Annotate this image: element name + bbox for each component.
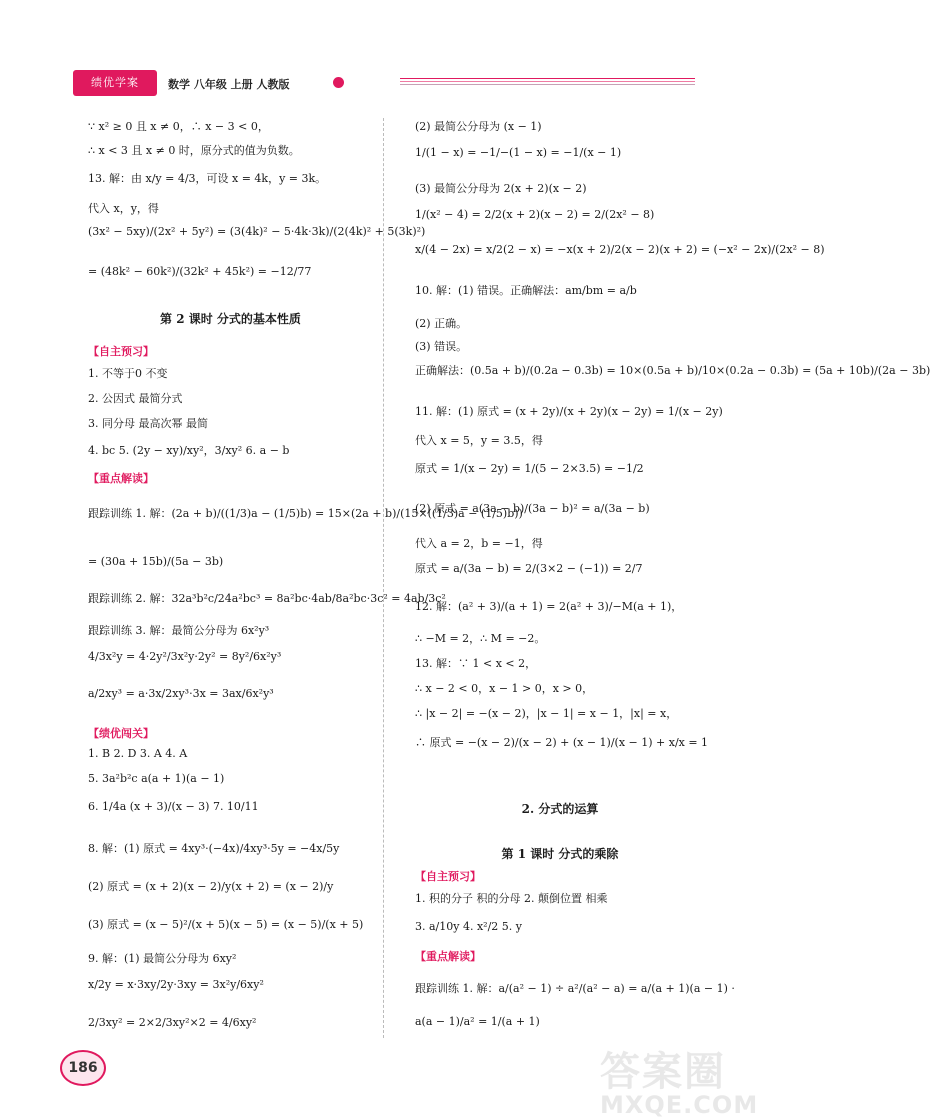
- answer-line: 原式 = a/(3a − b) = 2/(3×2 − (−1)) = 2/7: [415, 562, 643, 575]
- section-heading: 第 1 课时 分式的乘除: [501, 847, 619, 861]
- series-title: 数学 八年级 上册 人教版: [168, 78, 290, 91]
- answer-line: 跟踪训练 1. 解：a/(a² − 1) ÷ a²/(a² − a) = a/(a + 1)(a − 1) ·: [415, 982, 735, 995]
- subsection-label: 【绩优闯关】: [88, 727, 154, 740]
- answer-line: 跟踪训练 3. 解：最简公分母为 6x²y³: [88, 624, 270, 637]
- answer-line: 1/(1 − x) = −1/−(1 − x) = −1/(x − 1): [415, 146, 622, 159]
- answer-line: 1. B 2. D 3. A 4. A: [88, 747, 188, 760]
- answer-line: 1. 不等于0 不变: [88, 367, 168, 380]
- answer-line: 11. 解：(1) 原式 = (x + 2y)/(x + 2y)(x − 2y) = 1/(x − 2y): [415, 405, 723, 418]
- answer-line: 12. 解：(a² + 3)/(a + 1) = 2(a² + 3)/−M(a + 1)，: [415, 600, 683, 613]
- answer-line: (3) 原式 = (x − 5)²/(x + 5)(x − 5) = (x − 5)/(x + 5): [88, 918, 364, 931]
- answer-line: 代入 x，y，得: [88, 202, 159, 215]
- answer-line: 4. bc 5. (2y − xy)/xy²，3/xy² 6. a − b: [88, 444, 290, 457]
- answer-line: 13. 解：由 x/y = 4/3，可设 x = 4k，y = 3k。: [88, 172, 327, 185]
- answer-line: 原式 = 1/(x − 2y) = 1/(5 − 2×3.5) = −1/2: [415, 462, 644, 475]
- answer-line: (2) 正确。: [415, 317, 468, 330]
- page-header: [0, 60, 750, 100]
- answer-line: 2/3xy² = 2×2/3xy²×2 = 4/6xy²: [88, 1016, 257, 1029]
- answer-line: 代入 x = 5，y = 3.5，得: [415, 434, 543, 447]
- subsection-label: 【重点解读】: [415, 950, 481, 963]
- page-number: 186: [60, 1050, 106, 1086]
- answer-line: 代入 a = 2，b = −1，得: [415, 537, 543, 550]
- subsection-label: 【自主预习】: [88, 345, 154, 358]
- column-divider: [383, 118, 384, 1038]
- answer-line: 8. 解：(1) 原式 = 4xy³·(−4x)/4xy³·5y = −4x/5y: [88, 842, 340, 855]
- answer-line: ∴ x − 2 < 0，x − 1 > 0，x > 0，: [415, 682, 594, 695]
- answer-line: 4/3x²y = 4·2y²/3x²y·2y² = 8y²/6x²y³: [88, 650, 282, 663]
- answer-line: 13. 解：∵ 1 < x < 2，: [415, 657, 537, 670]
- answer-line: 1. 积的分子 积的分母 2. 颠倒位置 相乘: [415, 892, 608, 905]
- answer-line: x/(4 − 2x) = x/2(2 − x) = −x(x + 2)/2(x − 2)(x + 2) = (−x² − 2x)/(2x² − 8): [415, 243, 825, 256]
- answer-line: 9. 解：(1) 最简公分母为 6xy²: [88, 952, 237, 965]
- brand-badge: 绩优学案: [73, 70, 157, 96]
- watermark: [600, 1040, 758, 1119]
- answer-line: (2) 原式 = (x + 2)(x − 2)/y(x + 2) = (x − 2)/y: [88, 880, 334, 893]
- answer-line: 跟踪训练 1. 解：(2a + b)/((1/3)a − (1/5)b) = 15×(2a + b)/(15×((1/3)a − (1/5)b)): [88, 507, 523, 520]
- answer-line: = (48k² − 60k²)/(32k² + 45k²) = −12/77: [88, 265, 312, 278]
- answer-line: ∴ −M = 2，∴ M = −2。: [415, 632, 546, 645]
- section-heading: 第 2 课时 分式的基本性质: [160, 312, 301, 326]
- answer-line: (2) 最简公分母为 (x − 1): [415, 120, 542, 133]
- header-rule: [400, 84, 695, 85]
- answer-line: ∵ x² ≥ 0 且 x ≠ 0，∴ x − 3 < 0，: [88, 120, 269, 133]
- answer-line: ∴ 原式 = −(x − 2)/(x − 2) + (x − 1)/(x − 1) + x/x = 1: [415, 736, 709, 749]
- answer-line: 跟踪训练 2. 解：32a³b²c/24a²bc³ = 8a²bc·4ab/8a²bc·3c² = 4ab/3c²: [88, 592, 446, 605]
- header-rule: [400, 78, 695, 79]
- answer-line: ∴ |x − 2| = −(x − 2)，|x − 1| = x − 1，|x| = x，: [415, 707, 678, 720]
- answer-line: a/2xy³ = a·3x/2xy³·3x = 3ax/6x²y³: [88, 687, 274, 700]
- answer-line: 3. 同分母 最高次幂 最简: [88, 417, 208, 430]
- answer-line: 5. 3a²b²c a(a + 1)(a − 1): [88, 772, 225, 785]
- subsection-label: 【重点解读】: [88, 472, 154, 485]
- watermark-url: MXQE.COM: [600, 1091, 759, 1119]
- answer-line: (3) 最简公分母为 2(x + 2)(x − 2): [415, 182, 587, 195]
- watermark-logo: 答案圈: [600, 1049, 726, 1095]
- answer-line: ∴ x < 3 且 x ≠ 0 时，原分式的值为负数。: [88, 144, 300, 157]
- answer-line: 3. a/10y 4. x²/2 5. y: [415, 920, 522, 933]
- header-dot-icon: [333, 77, 344, 88]
- answer-line: (2) 原式 = a(3a − b)/(3a − b)² = a/(3a − b): [415, 502, 650, 515]
- answer-line: x/2y = x·3xy/2y·3xy = 3x²y/6xy²: [88, 978, 264, 991]
- answer-line: 2. 公因式 最简分式: [88, 392, 183, 405]
- answer-line: 正确解法：(0.5a + b)/(0.2a − 0.3b) = 10×(0.5a + b)/10×(0.2a − 0.3b) = (5a + 10b)/(2a − 3b): [415, 364, 930, 377]
- answer-line: = (30a + 15b)/(5a − 3b): [88, 555, 224, 568]
- answer-line: 10. 解：(1) 错误。正确解法：am/bm = a/b: [415, 284, 637, 297]
- answer-line: (3) 错误。: [415, 340, 468, 353]
- answer-line: (3x² − 5xy)/(2x² + 5y²) = (3(4k)² − 5·4k·3k)/(2(4k)² + 5(3k)²): [88, 225, 426, 238]
- answer-line: 1/(x² − 4) = 2/2(x + 2)(x − 2) = 2/(2x² − 8): [415, 208, 655, 221]
- subsection-label: 【自主预习】: [415, 870, 481, 883]
- header-rule: [400, 81, 695, 82]
- section-heading: 2. 分式的运算: [521, 802, 599, 816]
- answer-line: 6. 1/4a (x + 3)/(x − 3) 7. 10/11: [88, 800, 259, 813]
- answer-line: a(a − 1)/a² = 1/(a + 1): [415, 1015, 540, 1028]
